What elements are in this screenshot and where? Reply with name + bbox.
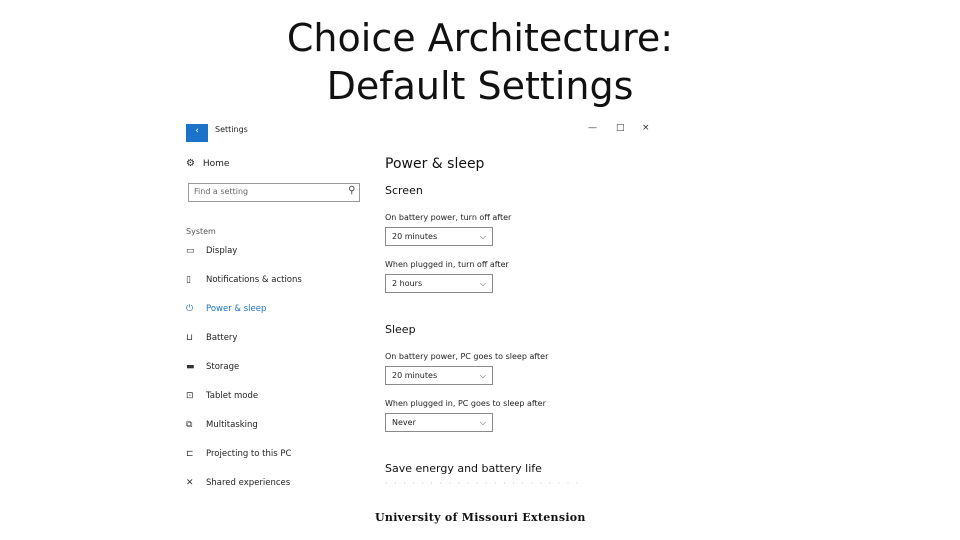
sidebar-item-label: Shared experiences [206, 478, 291, 488]
screen-plugged-label: When plugged in, turn off after [385, 260, 509, 269]
chevron-down-icon: ⌵ [479, 418, 486, 427]
notifications-icon: ▯ [186, 275, 191, 285]
sidebar-item-display[interactable] [186, 246, 366, 275]
minimize-button[interactable]: — [588, 123, 597, 133]
close-button[interactable]: × [642, 123, 650, 133]
title-bar [180, 120, 660, 142]
sleep-battery-label: On battery power, PC goes to sleep after [385, 352, 549, 361]
sidebar-group-label: System [186, 227, 216, 236]
university-logo: University of Missouri Extension [375, 511, 586, 524]
sleep-battery-value: 20 minutes [392, 371, 438, 380]
chevron-down-icon: ⌵ [479, 232, 486, 241]
sidebar-item-label: Storage [206, 362, 240, 372]
chevron-down-icon: ⌵ [479, 371, 486, 380]
sleep-section-title: Sleep [385, 323, 416, 336]
back-arrow-icon: ‹ [195, 126, 199, 136]
sidebar-item-battery[interactable] [186, 333, 366, 362]
tablet-icon: ⊡ [186, 391, 194, 401]
sidebar-item-label: Multitasking [206, 420, 258, 430]
sidebar-item-label: Power & sleep [206, 304, 267, 314]
screen-plugged-dropdown[interactable] [385, 274, 493, 293]
sidebar-item-power-sleep[interactable] [186, 304, 366, 333]
storage-icon: ▬ [186, 362, 195, 372]
projecting-icon: ⊏ [186, 449, 194, 459]
maximize-button[interactable]: □ [616, 123, 625, 133]
sidebar-item-storage[interactable] [186, 362, 366, 391]
sidebar-item-tablet-mode[interactable] [186, 391, 366, 420]
slide-title-line-2: Default Settings [326, 64, 634, 108]
screen-section-title: Screen [385, 184, 423, 197]
chevron-down-icon: ⌵ [479, 279, 486, 288]
screen-battery-label: On battery power, turn off after [385, 213, 512, 222]
screen-plugged-value: 2 hours [392, 279, 423, 288]
display-icon: ▭ [186, 246, 195, 256]
screen-battery-dropdown[interactable] [385, 227, 493, 246]
sidebar-item-shared-experiences[interactable] [186, 478, 366, 498]
sleep-plugged-dropdown[interactable] [385, 413, 493, 432]
app-title: Settings [215, 125, 248, 134]
sidebar-item-label: Projecting to this PC [206, 449, 292, 459]
cropped-description-line: · · · · · · · · · · · · · · · · · · · · · · [385, 479, 581, 488]
sidebar-item-home[interactable] [186, 158, 229, 169]
settings-window [180, 120, 660, 498]
shared-icon: ✕ [186, 478, 194, 488]
sidebar-item-multitasking[interactable] [186, 420, 366, 449]
search-input[interactable] [194, 187, 342, 196]
sleep-plugged-value: Never [392, 418, 416, 427]
slide-title-line-1: Choice Architecture: [286, 16, 674, 60]
power-icon: ⏻ [186, 304, 194, 314]
home-gear-icon: ⚙ [186, 158, 195, 169]
slide-title [0, 14, 960, 110]
sidebar-item-label: Display [206, 246, 238, 256]
sidebar-item-label: Notifications & actions [206, 275, 302, 285]
screen-battery-value: 20 minutes [392, 232, 438, 241]
battery-icon: ⊔ [186, 333, 194, 343]
save-energy-section-title: Save energy and battery life [385, 462, 542, 475]
content-pane [385, 156, 655, 488]
sidebar-item-label: Tablet mode [206, 391, 259, 401]
sidebar-item-projecting[interactable] [186, 449, 366, 478]
sidebar-item-label: Battery [206, 333, 238, 343]
sleep-battery-dropdown[interactable] [385, 366, 493, 385]
sidebar-nav [186, 246, 366, 498]
search-icon[interactable]: ⚲ [347, 185, 355, 196]
sleep-plugged-label: When plugged in, PC goes to sleep after [385, 399, 546, 408]
back-button[interactable] [186, 124, 208, 142]
home-label: Home [202, 159, 230, 169]
sidebar-item-notifications[interactable] [186, 275, 366, 304]
search-box [188, 183, 360, 202]
page-title: Power & sleep [385, 156, 485, 172]
multitasking-icon: ⧉ [186, 420, 193, 430]
